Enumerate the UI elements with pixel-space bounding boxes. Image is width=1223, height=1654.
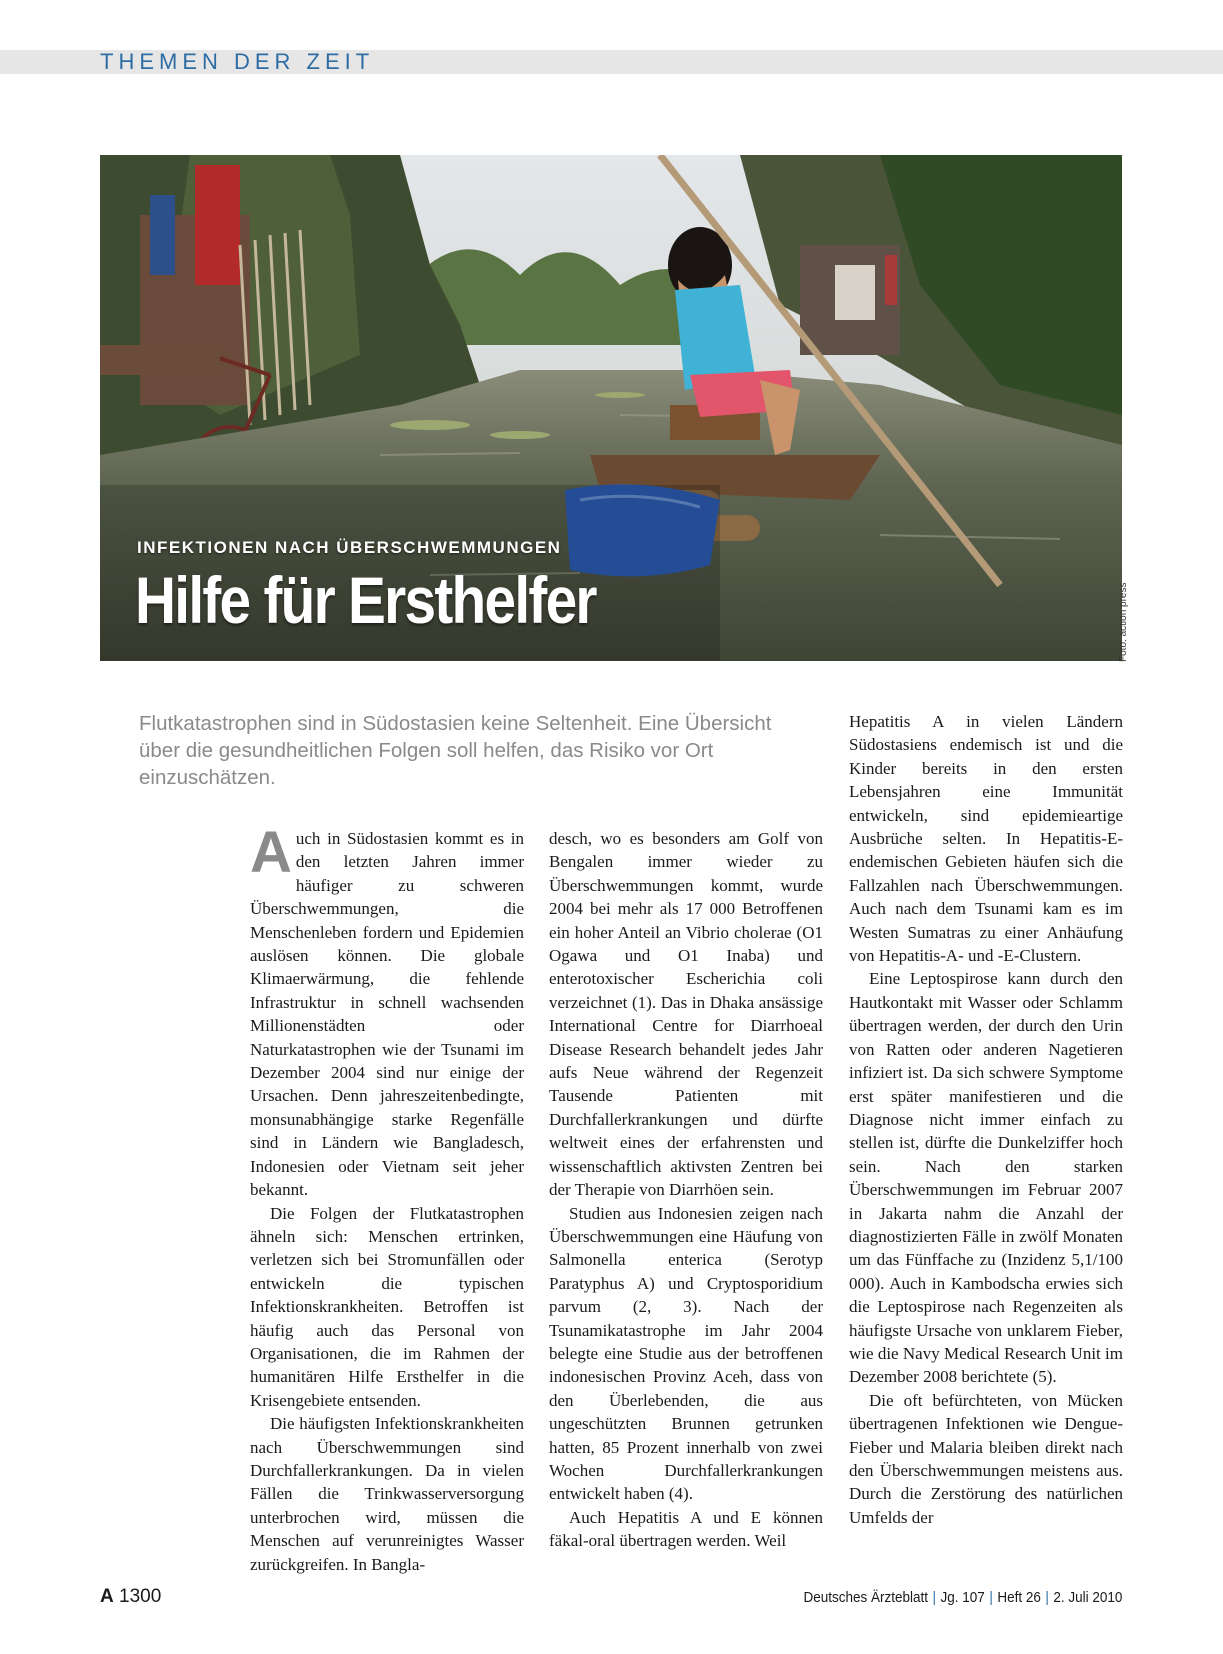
article-kicker: INFEKTIONEN NACH ÜBERSCHWEMMUNGEN xyxy=(137,538,562,557)
journal-date: 2. Juli 2010 xyxy=(1052,1589,1122,1606)
journal-name: Deutsches Ärzteblatt xyxy=(802,1589,928,1606)
body-column-3 xyxy=(849,710,1123,1529)
body-paragraph: Studien aus Indonesien zeigen nach Überschwemmungen eine Häufung von Salmonella enterica (Serotyp Paratyphus A) und Cryptosporidium parvum (2, 3). Nach der Tsunamikatastrophe im Jahr 2004 belegte eine Studie aus der betroffenen indonesischen Provinz Aceh, dass von den Überlebenden, die aus ungeschützten Brunnen getrunken hatten, 85 Prozent innerhalb von zwei Wochen Durchfallerkrankungen entwickelt haben (4). xyxy=(549,1203,823,1504)
journal-volume: Jg. 107 xyxy=(940,1589,985,1606)
body-paragraph: Die oft befürchteten, von Mücken übertragenen Infektionen wie Dengue-Fieber und Malaria bleiben direkt nach den Überschwemmungen meistens aus. Durch die Zerstörung des natürlichen Umfelds der xyxy=(849,1390,1123,1527)
article-headline: Hilfe für Ersthelfer xyxy=(135,563,596,637)
article-lead: Flutkatastrophen sind in Südostasien keine Seltenheit. Eine Übersicht über die gesundheitlichen Folgen soll helfen, das Risiko vor Ort einzuschätzen. xyxy=(139,712,772,789)
section-title: THEMEN DER ZEIT xyxy=(100,49,375,74)
drop-cap: A xyxy=(250,820,292,885)
body-paragraph: Hepatitis A in vielen Ländern Südostasiens endemisch ist und die Kinder bereits in den ersten Lebensjahren eine Immunität entwickeln, sind epidemieartige Ausbrüche selten. In Hepatitis-E-endemischen Gebieten häufen sich die Fallzahlen nach Überschwemmungen. Auch nach dem Tsunami kam es im Westen Sumatras zu einer Anhäufung von Hepatitis-A- und -E-Clustern. xyxy=(849,712,1123,966)
body-paragraph: Auch in Südostasien kommt es in den letzten Jahren immer häufiger zu schweren Überschwemmungen, die Menschenleben fordern und Epidemien auslösen können. Die globale Klimaerwärmung, die fehlende Infrastruktur in schnell wachsenden Millionenstädten oder Naturkatastrophen wie der Tsunami im Dezember 2004 sind nur einige der Ursachen. Denn jahreszeitenbedingte, monsunabhängige starke Regenfälle sind in Ländern wie Bangladesch, Indonesien oder Vietnam seit jeher bekannt. xyxy=(250,820,524,1200)
photo-credit: Foto: action press xyxy=(1118,582,1129,662)
hero-photo xyxy=(100,155,1122,661)
body-paragraph: Die häufigsten Infektionskrankheiten nach Überschwemmungen sind Durchfallerkrankungen. Da in vielen Fällen die Trinkwasserversorgung unterbrochen wird, müssen die Menschen auf verunreinigtes Wasser zurückgreifen. In Bangla- xyxy=(250,1414,524,1574)
body-paragraph: Die Folgen der Flutkatastrophen ähneln sich: Menschen ertrinken, verletzen sich bei Stromunfällen oder entwickeln die typischen Infektionskrankheiten. Betroffen ist häufig auch das Personal von Organisationen, die im Rahmen der humanitären Hilfe Ersthelfer in die Krisengebiete entsenden. xyxy=(250,1203,524,1410)
body-column-2 xyxy=(549,827,823,1553)
page-number: A 1300 xyxy=(100,1586,162,1607)
journal-issue: Heft 26 xyxy=(996,1589,1041,1606)
body-paragraph: desch, wo es besonders am Golf von Bengalen immer wieder zu Überschwemmungen kommt, wurde 2004 bei mehr als 17 000 Betroffenen ein hoher Anteil an Vibrio cholerae (O1 Ogawa und O1 Inaba) und enterotoxischer Escherichia coli verzeichnet (1). Das in Dhaka ansässige International Centre for Diarrhoeal Disease Research behandelt jedes Jahr aufs Neue während der Regenzeit Tausende Patienten mit Durchfallerkrankungen und dürfte weltweit eines der erfahrensten und wissenschaftlich aktivsten Zentren bei der Therapie von Diarrhöen sein. xyxy=(549,829,823,1200)
body-paragraph: Auch Hepatitis A und E können fäkal-oral übertragen werden. Weil xyxy=(549,1507,823,1551)
body-column-1 xyxy=(250,820,524,1576)
body-paragraph: Eine Leptospirose kann durch den Hautkontakt mit Wasser oder Schlamm übertragen werden, der durch den Urin von Ratten oder anderen Nagetieren infiziert ist. Da sich schwere Symptome erst später manifestieren und die Diagnose nicht immer einfach zu stellen ist, dürfte die Dunkelziffer hoch sein. Nach den starken Überschwemmungen im Februar 2007 in Jakarta nahm die Anzahl der diagnostizierten Fälle in zwölf Monaten um das Fünffache zu (Inzidenz 5,1/100 000). Auch in Kambodscha erwies sich die Leptospirose nach Regenzeiten als häufigste Ursache von unklarem Fieber, wie die Navy Medical Research Unit im Dezember 2008 berichtete (5). xyxy=(849,969,1123,1387)
journal-info: Deutsches Ärzteblatt | Jg. 107 | Heft 26 | 2. Juli 2010 xyxy=(802,1589,1122,1606)
